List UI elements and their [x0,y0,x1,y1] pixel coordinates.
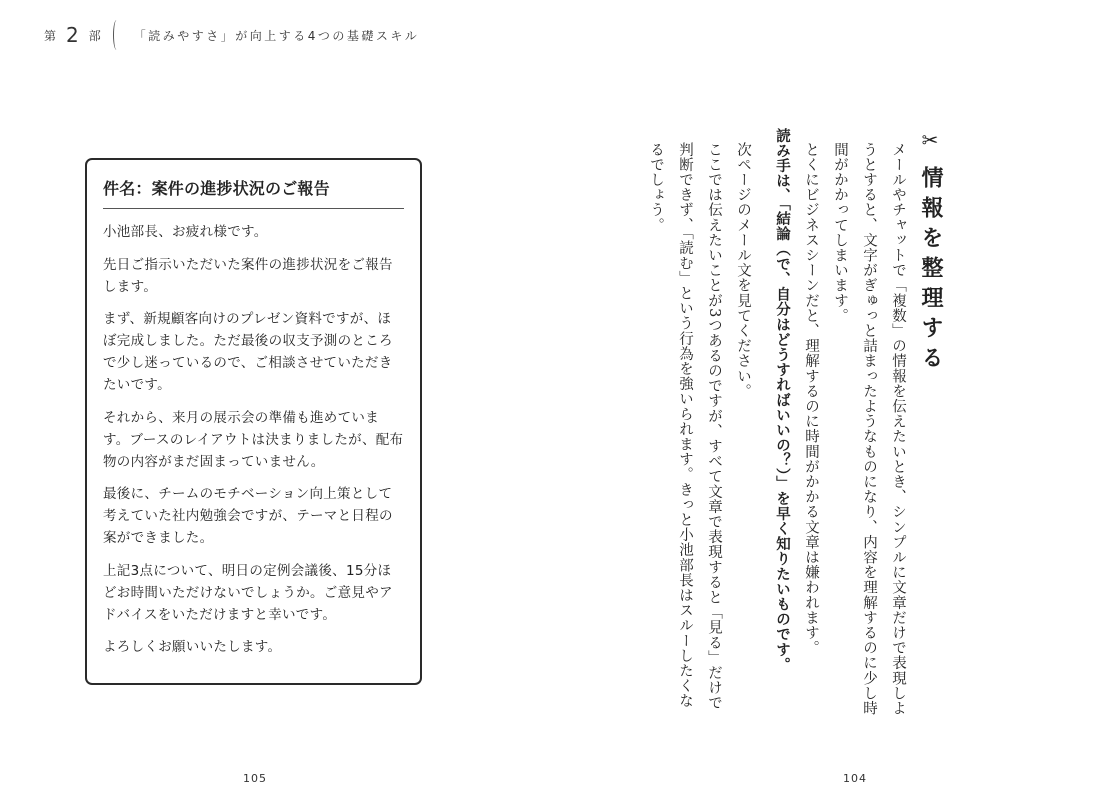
email-paragraph: 上記3点について、明日の定例会議後、15分ほどお時間いただけないでしょうか。ご意見やアドバイスをいただけますと幸いです。 [103,562,393,623]
body-paragraph: メールやチャットで「複数」の情報を伝えたいとき、シンプルに文章だけで表現しようとすると、文字がぎゅっと詰まったようなものになり、内容を理解するのに少し時間がかかってしまいます。 [832,142,906,716]
section-heading [912,128,948,718]
part-number: 2 [66,23,79,47]
section-heading-text: 情報を整理する [918,166,943,376]
body-paragraph: ここでは伝えたいことが3つあるのですが、すべて文章で表現すると「見る」だけで判断できず、「読む」という行為を強いられます。きっと小池部長はスルーしたくなるでしょう。 [648,142,722,711]
email-paragraph: 先日ご指示いただいた案件の進捗状況をご報告します。 [103,256,393,295]
email-subject: 件名：案件の進捗状況のご報告 [103,176,404,209]
body-paragraph: とくにビジネスシーンだと、理解するのに時間がかかる文章は嫌われます。 [803,142,819,656]
body-paragraph: 次ページのメール文を見てください。 [735,142,751,399]
part-suffix: 部 [88,28,101,43]
email-paragraph: まず、新規顧客向けのプレゼン資料ですが、ほぼ完成しました。ただ最後の収支予測のところで少し迷っているので、ご相談させていただきたいです。 [103,311,393,393]
email-paragraph: それから、来月の展示会の準備も進めています。ブースのレイアウトは決まりましたが、配布物の内容がまだ固まっていません。 [103,409,404,470]
header-divider [113,20,120,50]
part-prefix: 第 [44,28,57,43]
emphasis-paragraph: 読み手は、「結論（で、自分はどうすればいいの？）」を早く知りたいものです。 [774,128,790,673]
email-paragraph: 最後に、チームのモチベーション向上策として考えていた社内勉強会ですが、テーマと日程の案ができました。 [103,486,393,546]
chapter-title: 「読みやすさ」が向上する4つの基礎スキル [133,28,420,43]
vertical-text-page [648,128,960,718]
page-number-left: 105 [243,772,267,785]
email-example-box [85,158,422,685]
email-paragraph: よろしくお願いいたします。 [103,639,282,655]
page-number-right: 104 [843,772,867,785]
email-paragraph: 小池部長、お疲れ様です。 [103,224,268,240]
running-header [44,20,419,50]
scissors-icon: ✂ [918,128,942,160]
